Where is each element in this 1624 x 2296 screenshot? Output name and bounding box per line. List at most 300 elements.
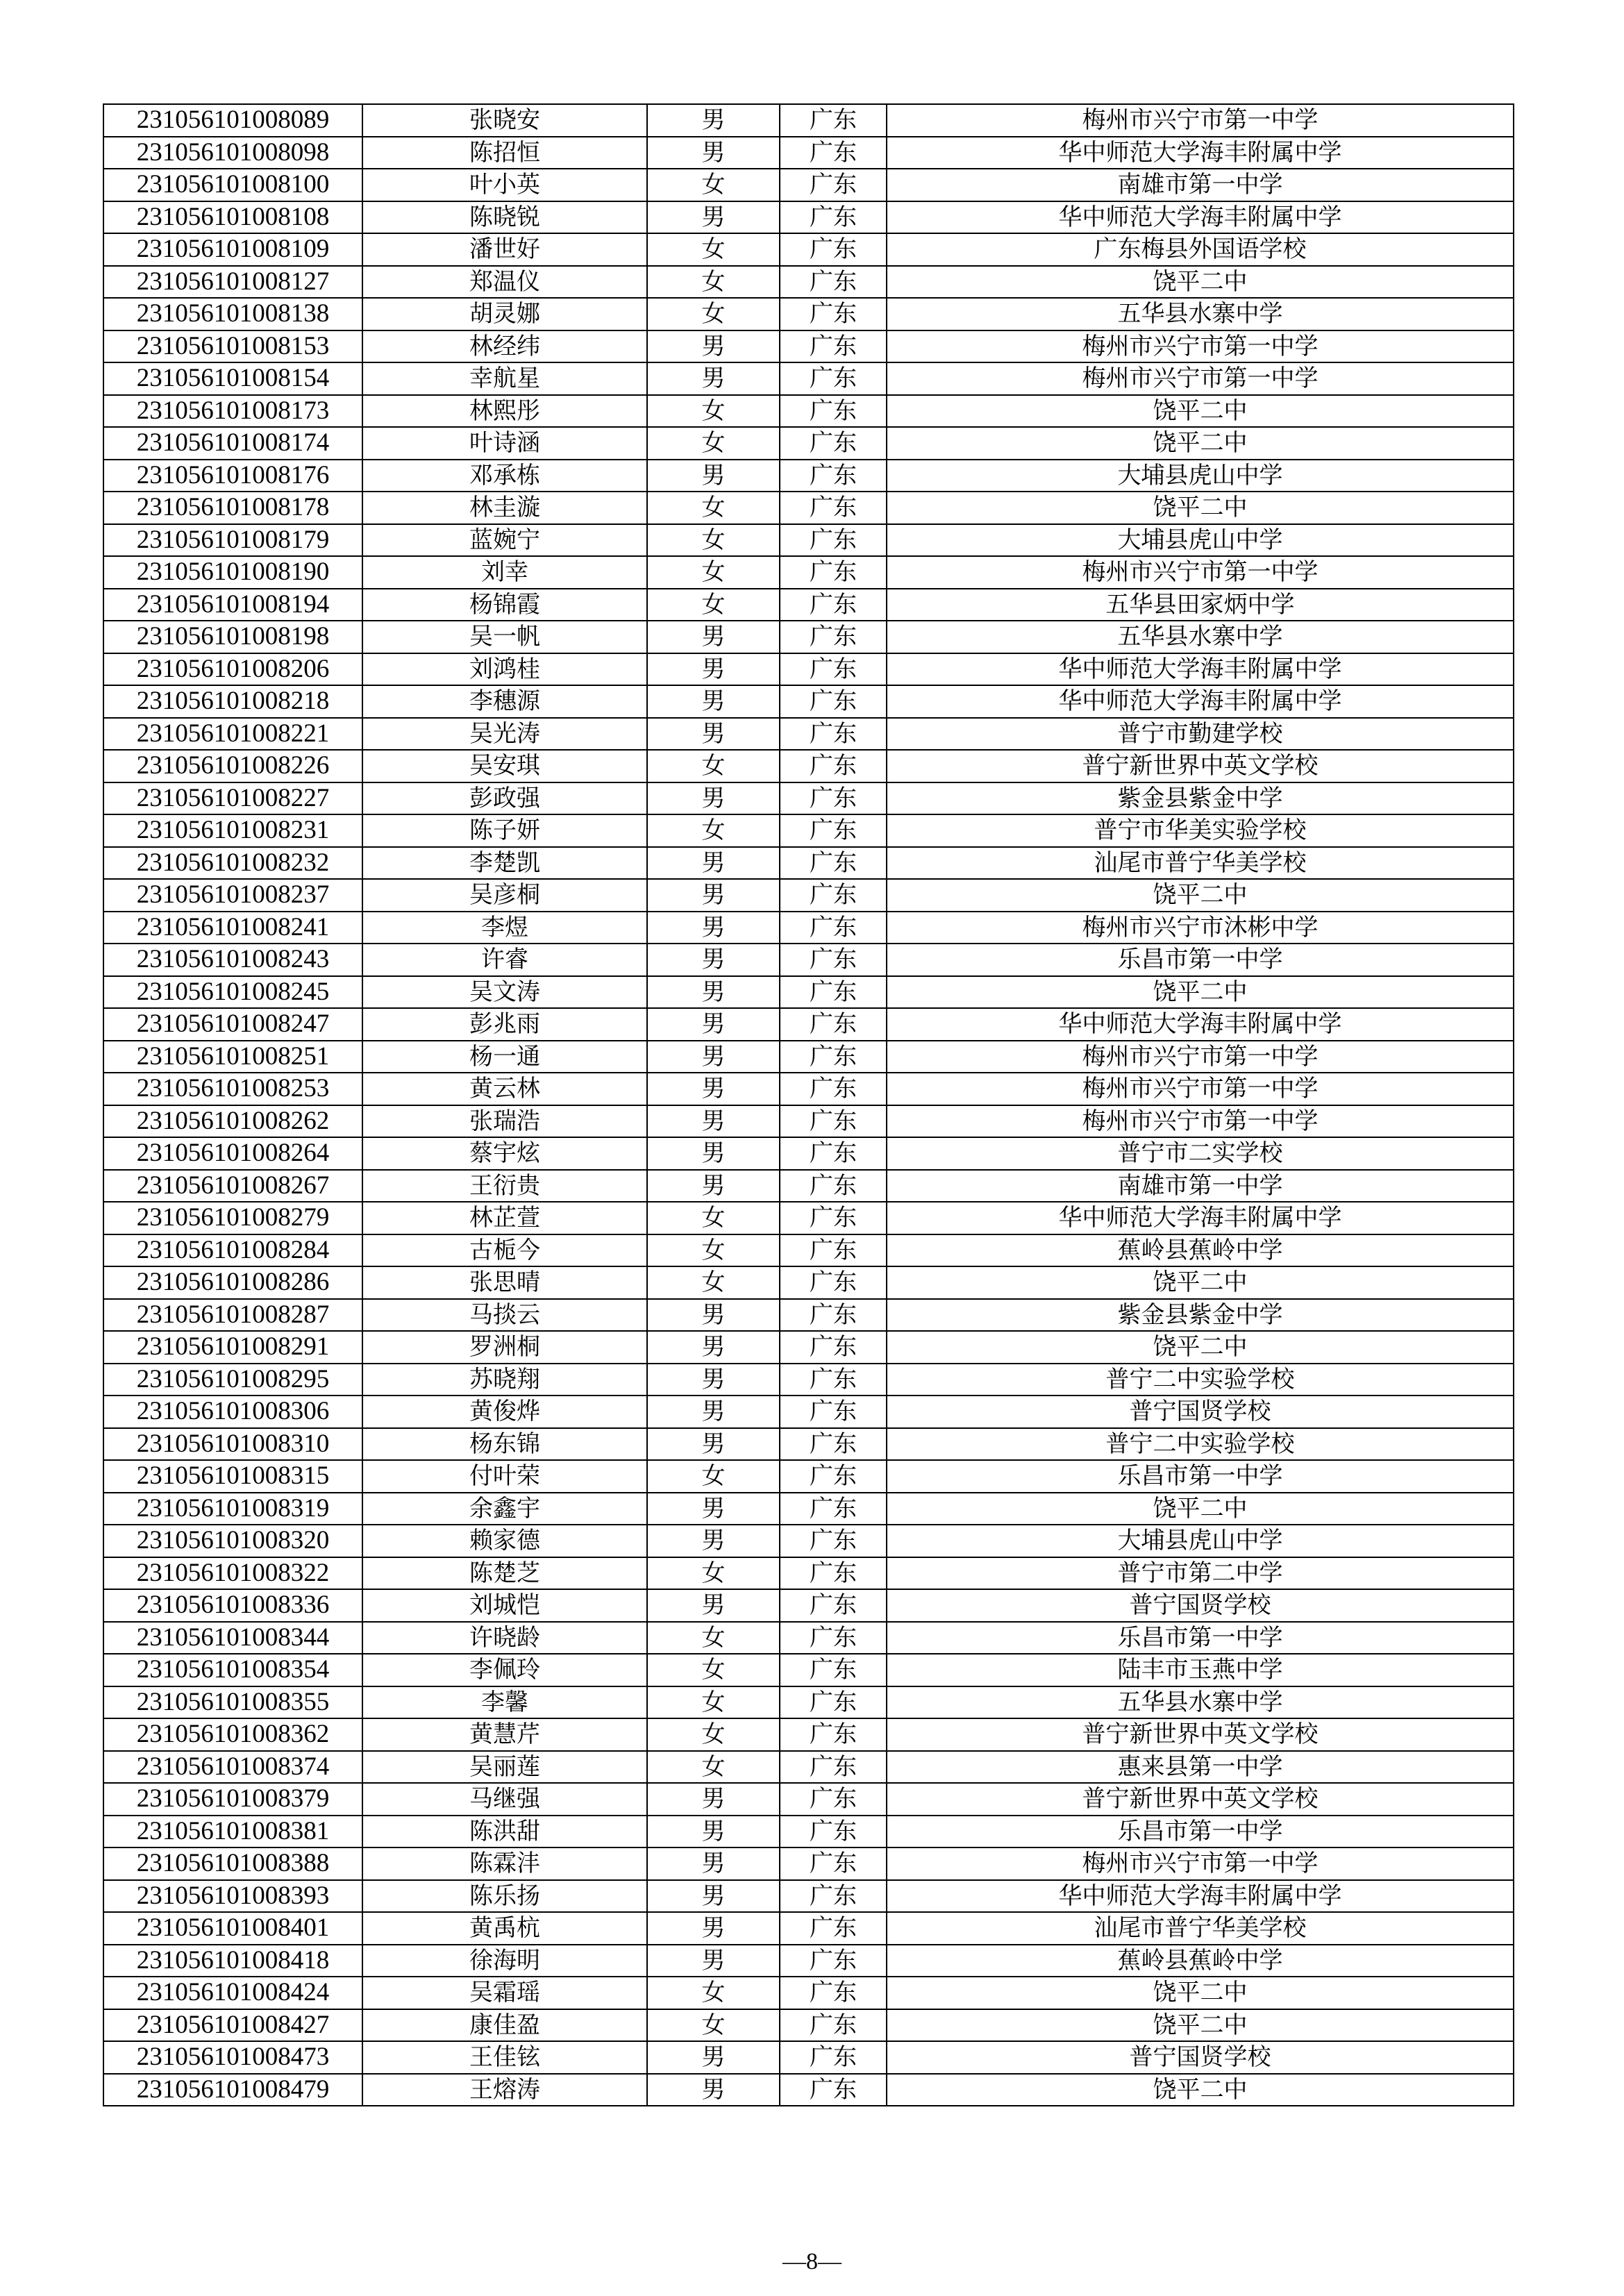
gender-cell: 女 <box>647 1977 780 2009</box>
table-row <box>103 1137 1514 1170</box>
school-cell: 梅州市兴宁市第一中学 <box>887 330 1514 363</box>
school-cell: 普宁市二实学校 <box>887 1137 1514 1170</box>
table-row <box>103 718 1514 751</box>
school-cell: 普宁国贤学校 <box>887 1589 1514 1622</box>
school-cell: 梅州市兴宁市第一中学 <box>887 1041 1514 1073</box>
table-row <box>103 1751 1514 1784</box>
table-row <box>103 1589 1514 1622</box>
student-id-cell: 231056101008198 <box>103 621 362 653</box>
table-row <box>103 1364 1514 1396</box>
gender-cell: 女 <box>647 1202 780 1234</box>
student-id-cell: 231056101008354 <box>103 1654 362 1686</box>
school-cell: 陆丰市玉燕中学 <box>887 1654 1514 1686</box>
province-cell: 广东 <box>780 201 887 234</box>
gender-cell: 男 <box>647 1331 780 1364</box>
school-cell: 饶平二中 <box>887 1266 1514 1299</box>
student-name-cell: 蔡宇炫 <box>362 1137 647 1170</box>
table-row <box>103 1202 1514 1234</box>
table-row <box>103 1299 1514 1332</box>
table-row <box>103 2074 1514 2106</box>
student-id-cell: 231056101008100 <box>103 169 362 201</box>
school-cell: 五华县水寨中学 <box>887 298 1514 330</box>
gender-cell: 男 <box>647 1945 780 1977</box>
province-cell: 广东 <box>780 1234 887 1267</box>
school-cell: 饶平二中 <box>887 1493 1514 1525</box>
school-cell: 普宁新世界中英文学校 <box>887 1783 1514 1816</box>
student-id-cell: 231056101008237 <box>103 879 362 912</box>
student-name-cell: 吴霜瑶 <box>362 1977 647 2009</box>
student-name-cell: 黄俊烨 <box>362 1396 647 1428</box>
gender-cell: 女 <box>647 233 780 266</box>
province-cell: 广东 <box>780 104 887 137</box>
gender-cell: 女 <box>647 395 780 428</box>
school-cell: 汕尾市普宁华美学校 <box>887 847 1514 880</box>
province-cell: 广东 <box>780 1686 887 1719</box>
table-row <box>103 1880 1514 1913</box>
student-id-cell: 231056101008310 <box>103 1428 362 1461</box>
gender-cell: 男 <box>647 1137 780 1170</box>
gender-cell: 女 <box>647 1266 780 1299</box>
school-cell: 南雄市第一中学 <box>887 169 1514 201</box>
student-name-cell: 马掞云 <box>362 1299 647 1332</box>
table-row <box>103 524 1514 557</box>
gender-cell: 男 <box>647 944 780 976</box>
student-id-cell: 231056101008267 <box>103 1170 362 1203</box>
school-cell: 华中师范大学海丰附属中学 <box>887 685 1514 718</box>
gender-cell: 男 <box>647 104 780 137</box>
student-id-cell: 231056101008284 <box>103 1234 362 1267</box>
student-id-cell: 231056101008241 <box>103 912 362 944</box>
student-name-cell: 陈洪甜 <box>362 1816 647 1848</box>
student-name-cell: 刘鸿桂 <box>362 653 647 686</box>
student-name-cell: 付叶荣 <box>362 1460 647 1493</box>
province-cell: 广东 <box>780 2074 887 2106</box>
student-name-cell: 林经纬 <box>362 330 647 363</box>
province-cell: 广东 <box>780 814 887 847</box>
province-cell: 广东 <box>780 1364 887 1396</box>
school-cell: 紫金县紫金中学 <box>887 782 1514 815</box>
province-cell: 广东 <box>780 1170 887 1203</box>
province-cell: 广东 <box>780 1396 887 1428</box>
province-cell: 广东 <box>780 395 887 428</box>
student-id-cell: 231056101008098 <box>103 137 362 169</box>
province-cell: 广东 <box>780 1105 887 1138</box>
province-cell: 广东 <box>780 621 887 653</box>
student-name-cell: 李穗源 <box>362 685 647 718</box>
table-row <box>103 1105 1514 1138</box>
student-name-cell: 赖家德 <box>362 1525 647 1557</box>
table-row <box>103 1654 1514 1686</box>
gender-cell: 女 <box>647 556 780 589</box>
table-row <box>103 1847 1514 1880</box>
student-id-cell: 231056101008190 <box>103 556 362 589</box>
gender-cell: 男 <box>647 137 780 169</box>
gender-cell: 男 <box>647 782 780 815</box>
student-id-cell: 231056101008226 <box>103 750 362 782</box>
student-id-cell: 231056101008381 <box>103 1816 362 1848</box>
gender-cell: 女 <box>647 814 780 847</box>
table-row <box>103 1557 1514 1590</box>
gender-cell: 女 <box>647 427 780 460</box>
student-id-cell: 231056101008427 <box>103 2009 362 2042</box>
table-row <box>103 1266 1514 1299</box>
student-name-cell: 陈楚芝 <box>362 1557 647 1590</box>
student-id-cell: 231056101008154 <box>103 362 362 395</box>
school-cell: 五华县水寨中学 <box>887 1686 1514 1719</box>
gender-cell: 男 <box>647 1525 780 1557</box>
school-cell: 乐昌市第一中学 <box>887 944 1514 976</box>
school-cell: 梅州市兴宁市第一中学 <box>887 1073 1514 1105</box>
school-cell: 华中师范大学海丰附属中学 <box>887 653 1514 686</box>
province-cell: 广东 <box>780 1847 887 1880</box>
school-cell: 普宁市华美实验学校 <box>887 814 1514 847</box>
table-row <box>103 298 1514 330</box>
student-id-cell: 231056101008253 <box>103 1073 362 1105</box>
province-cell: 广东 <box>780 879 887 912</box>
table-row <box>103 847 1514 880</box>
student-name-cell: 黄云林 <box>362 1073 647 1105</box>
school-cell: 普宁国贤学校 <box>887 2041 1514 2074</box>
province-cell: 广东 <box>780 944 887 976</box>
gender-cell: 男 <box>647 1008 780 1041</box>
school-cell: 华中师范大学海丰附属中学 <box>887 201 1514 234</box>
table-row <box>103 492 1514 524</box>
table-row <box>103 912 1514 944</box>
student-name-cell: 余鑫宇 <box>362 1493 647 1525</box>
province-cell: 广东 <box>780 1945 887 1977</box>
school-cell: 饶平二中 <box>887 2009 1514 2042</box>
school-cell: 普宁市第二中学 <box>887 1557 1514 1590</box>
gender-cell: 男 <box>647 201 780 234</box>
table-row <box>103 1041 1514 1073</box>
student-name-cell: 刘幸 <box>362 556 647 589</box>
table-row <box>103 2009 1514 2042</box>
student-name-cell: 杨锦霞 <box>362 589 647 621</box>
student-name-cell: 陈子妍 <box>362 814 647 847</box>
school-cell: 华中师范大学海丰附属中学 <box>887 1880 1514 1913</box>
student-name-cell: 林芷萱 <box>362 1202 647 1234</box>
student-name-cell: 陈招恒 <box>362 137 647 169</box>
gender-cell: 女 <box>647 1654 780 1686</box>
student-name-cell: 叶小英 <box>362 169 647 201</box>
school-cell: 大埔县虎山中学 <box>887 524 1514 557</box>
gender-cell: 女 <box>647 1234 780 1267</box>
student-name-cell: 李楚凯 <box>362 847 647 880</box>
table-row <box>103 556 1514 589</box>
school-cell: 饶平二中 <box>887 2074 1514 2106</box>
gender-cell: 男 <box>647 1396 780 1428</box>
gender-cell: 男 <box>647 460 780 492</box>
student-id-cell: 231056101008178 <box>103 492 362 524</box>
student-name-cell: 苏晓翔 <box>362 1364 647 1396</box>
student-id-cell: 231056101008322 <box>103 1557 362 1590</box>
student-id-cell: 231056101008153 <box>103 330 362 363</box>
table-row <box>103 1816 1514 1848</box>
student-name-cell: 李馨 <box>362 1686 647 1719</box>
student-id-cell: 231056101008319 <box>103 1493 362 1525</box>
school-cell: 饶平二中 <box>887 427 1514 460</box>
province-cell: 广东 <box>780 1266 887 1299</box>
province-cell: 广东 <box>780 1751 887 1784</box>
student-id-cell: 231056101008344 <box>103 1622 362 1654</box>
gender-cell: 男 <box>647 847 780 880</box>
table-row <box>103 1783 1514 1816</box>
student-name-cell: 胡灵娜 <box>362 298 647 330</box>
gender-cell: 男 <box>647 718 780 751</box>
gender-cell: 男 <box>647 1105 780 1138</box>
student-name-cell: 邓承栋 <box>362 460 647 492</box>
province-cell: 广东 <box>780 1137 887 1170</box>
student-name-cell: 许晓龄 <box>362 1622 647 1654</box>
student-name-cell: 林圭漩 <box>362 492 647 524</box>
student-name-cell: 陈霖沣 <box>362 1847 647 1880</box>
student-id-cell: 231056101008089 <box>103 104 362 137</box>
student-id-cell: 231056101008264 <box>103 1137 362 1170</box>
gender-cell: 女 <box>647 524 780 557</box>
gender-cell: 男 <box>647 621 780 653</box>
province-cell: 广东 <box>780 556 887 589</box>
student-id-cell: 231056101008221 <box>103 718 362 751</box>
table-row <box>103 2041 1514 2074</box>
table-row <box>103 879 1514 912</box>
province-cell: 广东 <box>780 1428 887 1461</box>
student-name-cell: 李煜 <box>362 912 647 944</box>
province-cell: 广东 <box>780 718 887 751</box>
student-id-cell: 231056101008232 <box>103 847 362 880</box>
province-cell: 广东 <box>780 2009 887 2042</box>
gender-cell: 女 <box>647 750 780 782</box>
province-cell: 广东 <box>780 137 887 169</box>
student-id-cell: 231056101008179 <box>103 524 362 557</box>
table-row <box>103 1945 1514 1977</box>
page-number: —8— <box>782 2249 842 2274</box>
gender-cell: 男 <box>647 1364 780 1396</box>
student-name-cell: 吴光涛 <box>362 718 647 751</box>
student-id-cell: 231056101008194 <box>103 589 362 621</box>
table-row <box>103 1718 1514 1751</box>
student-id-cell: 231056101008173 <box>103 395 362 428</box>
student-id-cell: 231056101008479 <box>103 2074 362 2106</box>
student-id-cell: 231056101008291 <box>103 1331 362 1364</box>
table-row <box>103 782 1514 815</box>
school-cell: 南雄市第一中学 <box>887 1170 1514 1203</box>
student-name-cell: 幸航星 <box>362 362 647 395</box>
student-name-cell: 刘城恺 <box>362 1589 647 1622</box>
student-name-cell: 许睿 <box>362 944 647 976</box>
school-cell: 乐昌市第一中学 <box>887 1816 1514 1848</box>
gender-cell: 男 <box>647 2074 780 2106</box>
gender-cell: 男 <box>647 1041 780 1073</box>
province-cell: 广东 <box>780 1783 887 1816</box>
student-name-cell: 康佳盈 <box>362 2009 647 2042</box>
student-id-cell: 231056101008424 <box>103 1977 362 2009</box>
gender-cell: 男 <box>647 685 780 718</box>
province-cell: 广东 <box>780 1460 887 1493</box>
student-id-cell: 231056101008245 <box>103 976 362 1009</box>
school-cell: 乐昌市第一中学 <box>887 1460 1514 1493</box>
table-row <box>103 460 1514 492</box>
province-cell: 广东 <box>780 589 887 621</box>
student-id-cell: 231056101008315 <box>103 1460 362 1493</box>
student-name-cell: 马继强 <box>362 1783 647 1816</box>
gender-cell: 男 <box>647 2041 780 2074</box>
table-row <box>103 169 1514 201</box>
gender-cell: 男 <box>647 1299 780 1332</box>
school-cell: 饶平二中 <box>887 395 1514 428</box>
student-id-cell: 231056101008127 <box>103 266 362 299</box>
table-row <box>103 1622 1514 1654</box>
student-name-cell: 徐海明 <box>362 1945 647 1977</box>
gender-cell: 男 <box>647 912 780 944</box>
school-cell: 广东梅县外国语学校 <box>887 233 1514 266</box>
gender-cell: 男 <box>647 1912 780 1945</box>
gender-cell: 男 <box>647 653 780 686</box>
school-cell: 普宁市勤建学校 <box>887 718 1514 751</box>
student-name-cell: 李佩玲 <box>362 1654 647 1686</box>
province-cell: 广东 <box>780 460 887 492</box>
student-id-cell: 231056101008206 <box>103 653 362 686</box>
student-name-cell: 叶诗涵 <box>362 427 647 460</box>
school-cell: 惠来县第一中学 <box>887 1751 1514 1784</box>
table-row <box>103 330 1514 363</box>
province-cell: 广东 <box>780 912 887 944</box>
student-id-cell: 231056101008243 <box>103 944 362 976</box>
student-name-cell: 彭兆雨 <box>362 1008 647 1041</box>
province-cell: 广东 <box>780 330 887 363</box>
province-cell: 广东 <box>780 2041 887 2074</box>
table-row <box>103 1008 1514 1041</box>
school-cell: 紫金县紫金中学 <box>887 1299 1514 1332</box>
school-cell: 梅州市兴宁市第一中学 <box>887 556 1514 589</box>
school-cell: 华中师范大学海丰附属中学 <box>887 137 1514 169</box>
gender-cell: 男 <box>647 1170 780 1203</box>
gender-cell: 男 <box>647 1428 780 1461</box>
school-cell: 梅州市兴宁市第一中学 <box>887 362 1514 395</box>
province-cell: 广东 <box>780 492 887 524</box>
student-name-cell: 吴安琪 <box>362 750 647 782</box>
table-row <box>103 1331 1514 1364</box>
province-cell: 广东 <box>780 1816 887 1848</box>
student-name-cell: 杨东锦 <box>362 1428 647 1461</box>
school-cell: 饶平二中 <box>887 492 1514 524</box>
table-row <box>103 814 1514 847</box>
province-cell: 广东 <box>780 298 887 330</box>
gender-cell: 男 <box>647 1073 780 1105</box>
school-cell: 普宁国贤学校 <box>887 1396 1514 1428</box>
province-cell: 广东 <box>780 685 887 718</box>
province-cell: 广东 <box>780 1493 887 1525</box>
province-cell: 广东 <box>780 1589 887 1622</box>
student-id-cell: 231056101008231 <box>103 814 362 847</box>
student-id-cell: 231056101008374 <box>103 1751 362 1784</box>
table-row <box>103 1525 1514 1557</box>
student-id-cell: 231056101008401 <box>103 1912 362 1945</box>
province-cell: 广东 <box>780 169 887 201</box>
student-name-cell: 张思晴 <box>362 1266 647 1299</box>
student-name-cell: 蓝婉宁 <box>362 524 647 557</box>
gender-cell: 女 <box>647 589 780 621</box>
school-cell: 梅州市兴宁市第一中学 <box>887 104 1514 137</box>
province-cell: 广东 <box>780 1654 887 1686</box>
gender-cell: 男 <box>647 879 780 912</box>
school-cell: 乐昌市第一中学 <box>887 1622 1514 1654</box>
gender-cell: 男 <box>647 1589 780 1622</box>
table-row <box>103 621 1514 653</box>
table-row <box>103 201 1514 234</box>
school-cell: 梅州市兴宁市沐彬中学 <box>887 912 1514 944</box>
gender-cell: 女 <box>647 1686 780 1719</box>
gender-cell: 女 <box>647 492 780 524</box>
gender-cell: 男 <box>647 330 780 363</box>
student-id-cell: 231056101008262 <box>103 1105 362 1138</box>
province-cell: 广东 <box>780 1331 887 1364</box>
province-cell: 广东 <box>780 653 887 686</box>
province-cell: 广东 <box>780 1622 887 1654</box>
student-name-cell: 王佳铉 <box>362 2041 647 2074</box>
table-row <box>103 1234 1514 1267</box>
student-id-cell: 231056101008393 <box>103 1880 362 1913</box>
province-cell: 广东 <box>780 750 887 782</box>
gender-cell: 女 <box>647 1718 780 1751</box>
gender-cell: 女 <box>647 1460 780 1493</box>
province-cell: 广东 <box>780 976 887 1009</box>
school-cell: 普宁新世界中英文学校 <box>887 750 1514 782</box>
gender-cell: 男 <box>647 1816 780 1848</box>
table-row <box>103 1686 1514 1719</box>
student-name-cell: 黄慧芹 <box>362 1718 647 1751</box>
student-id-cell: 231056101008286 <box>103 1266 362 1299</box>
student-id-cell: 231056101008108 <box>103 201 362 234</box>
table-row <box>103 653 1514 686</box>
student-id-cell: 231056101008287 <box>103 1299 362 1332</box>
province-cell: 广东 <box>780 1299 887 1332</box>
school-cell: 蕉岭县蕉岭中学 <box>887 1945 1514 1977</box>
school-cell: 五华县田家炳中学 <box>887 589 1514 621</box>
student-id-cell: 231056101008418 <box>103 1945 362 1977</box>
student-name-cell: 古栀今 <box>362 1234 647 1267</box>
student-id-cell: 231056101008473 <box>103 2041 362 2074</box>
province-cell: 广东 <box>780 427 887 460</box>
school-cell: 蕉岭县蕉岭中学 <box>887 1234 1514 1267</box>
gender-cell: 男 <box>647 1880 780 1913</box>
table-row <box>103 362 1514 395</box>
table-row <box>103 1460 1514 1493</box>
province-cell: 广东 <box>780 847 887 880</box>
school-cell: 华中师范大学海丰附属中学 <box>887 1008 1514 1041</box>
gender-cell: 男 <box>647 362 780 395</box>
gender-cell: 女 <box>647 1622 780 1654</box>
table-row <box>103 233 1514 266</box>
student-name-cell: 潘世好 <box>362 233 647 266</box>
school-cell: 普宁二中实验学校 <box>887 1428 1514 1461</box>
student-id-cell: 231056101008138 <box>103 298 362 330</box>
table-row <box>103 1493 1514 1525</box>
student-name-cell: 陈乐扬 <box>362 1880 647 1913</box>
school-cell: 梅州市兴宁市第一中学 <box>887 1105 1514 1138</box>
table-row <box>103 427 1514 460</box>
gender-cell: 女 <box>647 169 780 201</box>
province-cell: 广东 <box>780 266 887 299</box>
student-id-cell: 231056101008336 <box>103 1589 362 1622</box>
province-cell: 广东 <box>780 1073 887 1105</box>
province-cell: 广东 <box>780 1718 887 1751</box>
student-name-cell: 罗洲桐 <box>362 1331 647 1364</box>
province-cell: 广东 <box>780 1912 887 1945</box>
school-cell: 饶平二中 <box>887 266 1514 299</box>
school-cell: 普宁新世界中英文学校 <box>887 1718 1514 1751</box>
school-cell: 饶平二中 <box>887 1977 1514 2009</box>
gender-cell: 女 <box>647 298 780 330</box>
